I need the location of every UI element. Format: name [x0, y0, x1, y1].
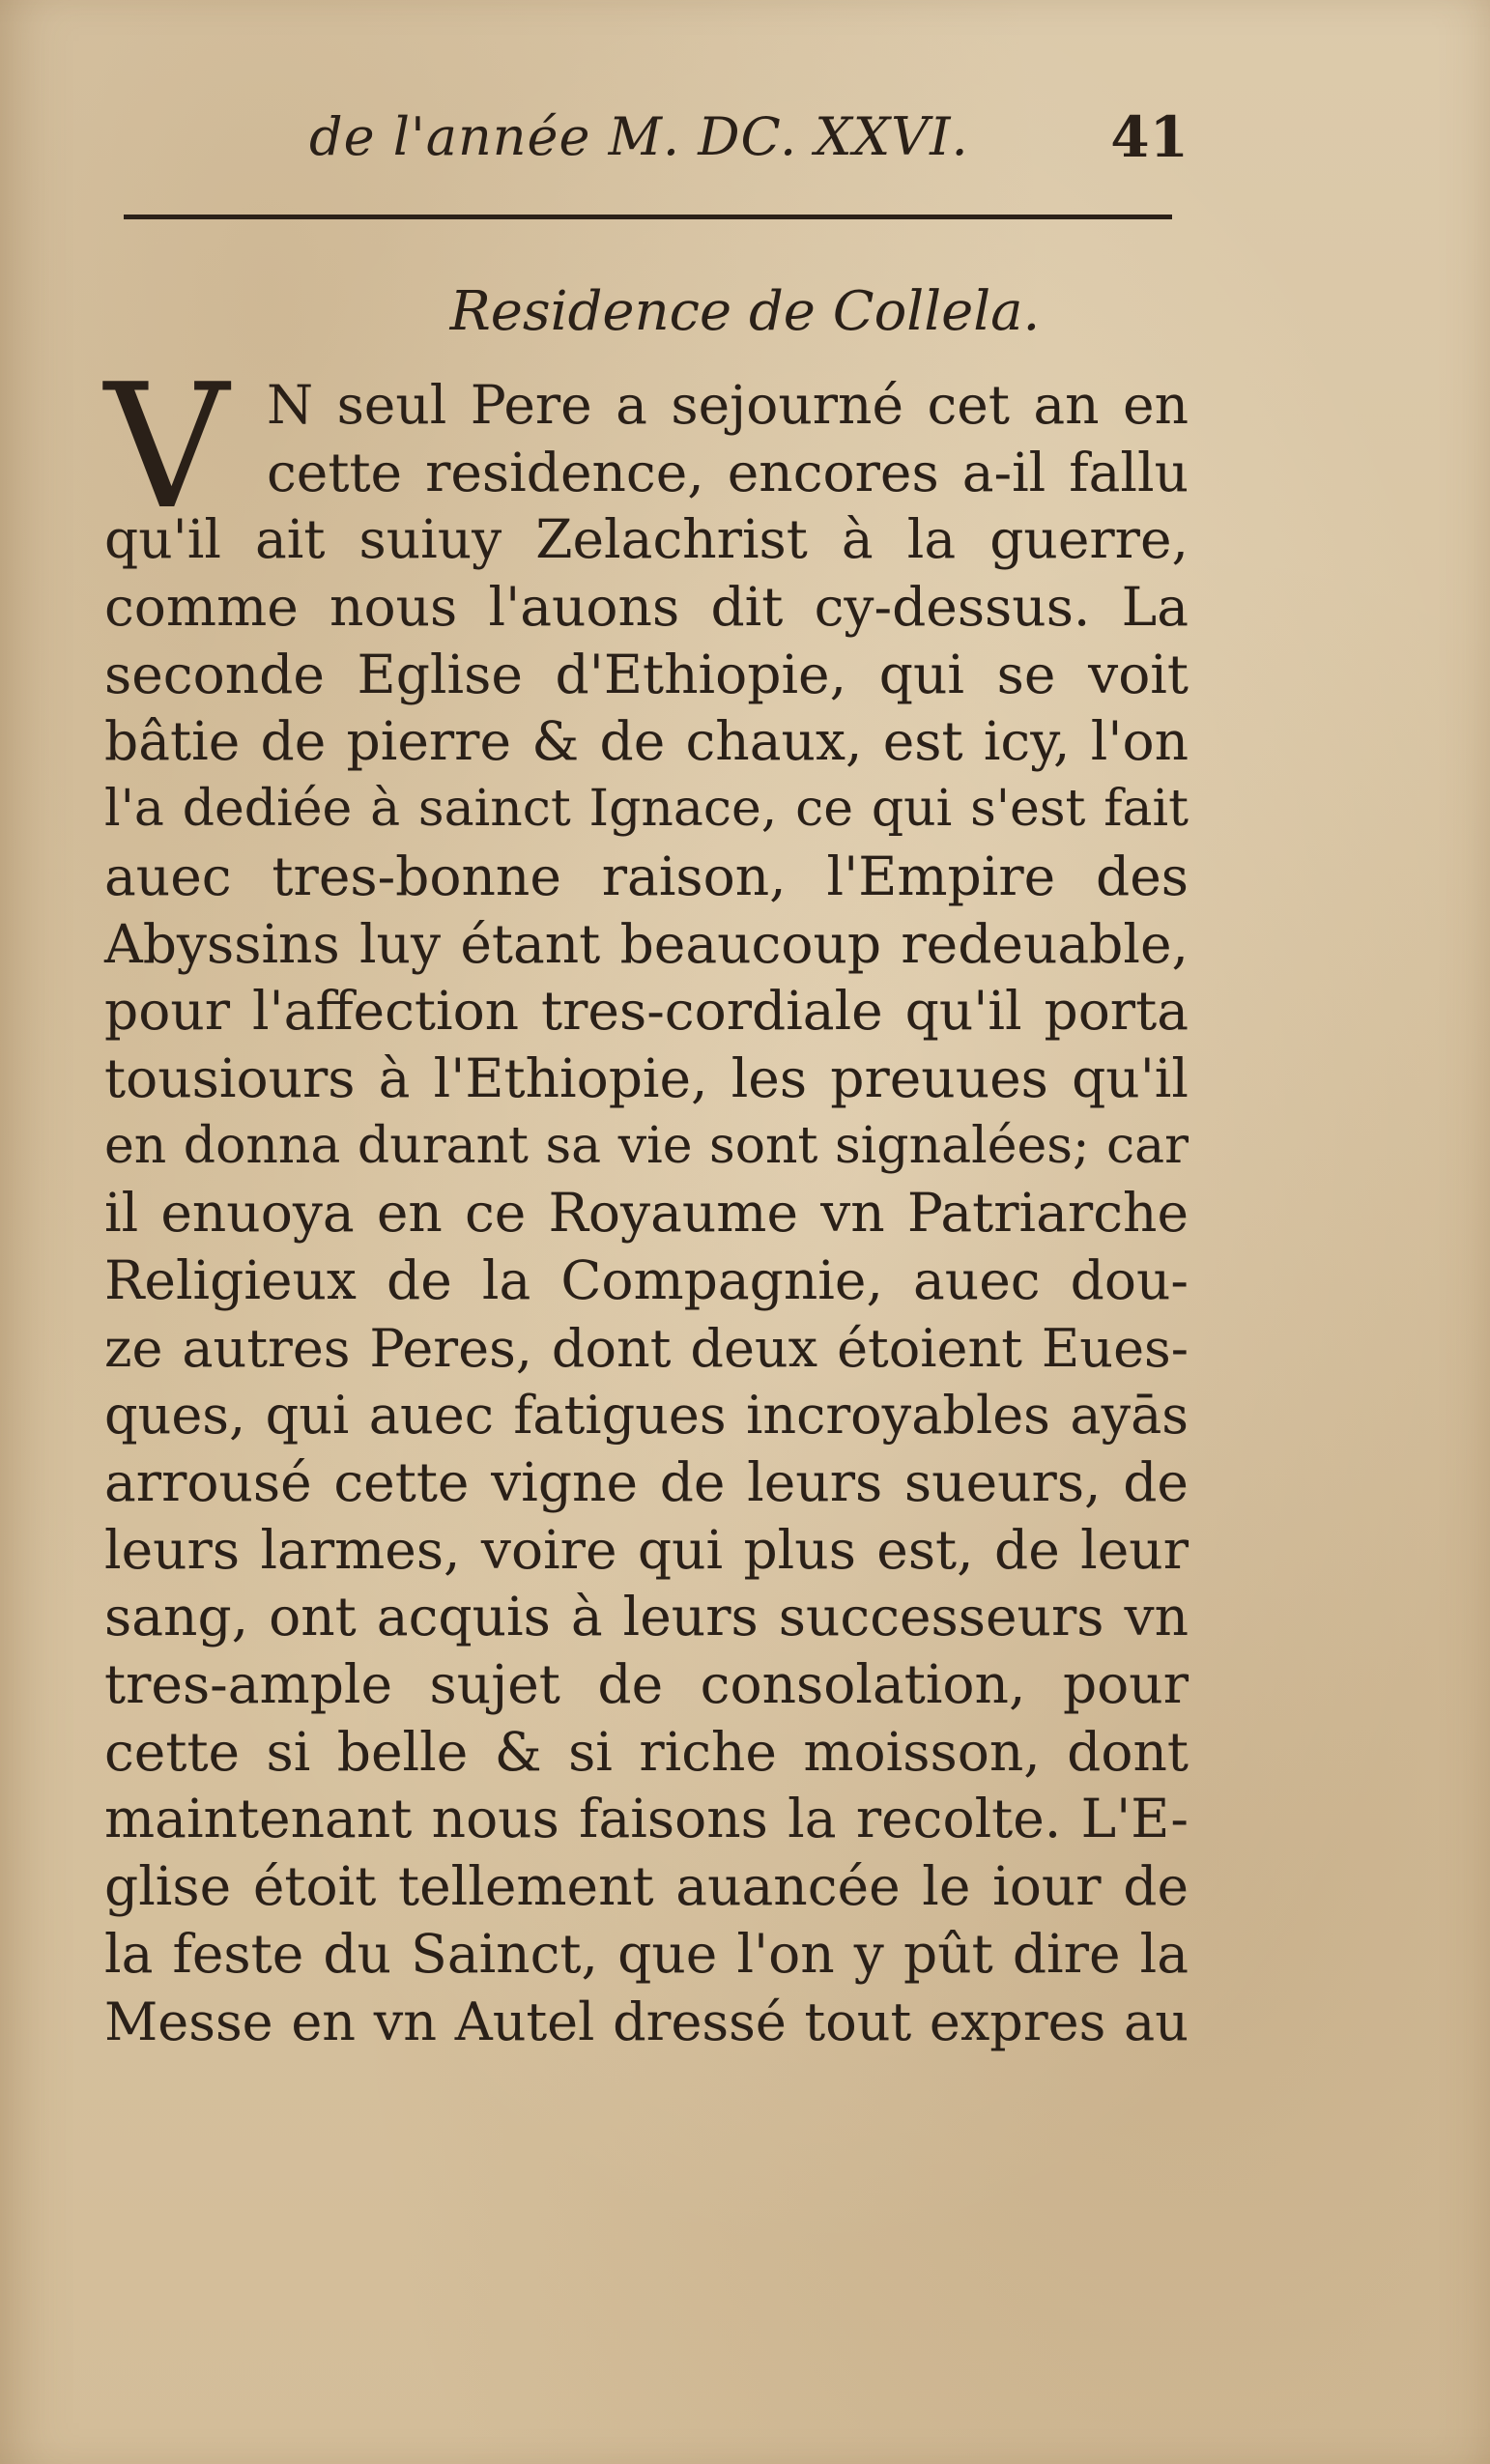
text-line: leurs larmes, voire qui plus est, de leur: [104, 1518, 1189, 1581]
header-rule: [124, 215, 1172, 219]
text-line: ze autres Peres, dont deux étoient Eues-: [104, 1317, 1189, 1379]
text-line: en donna durant sa vie sont signalées; car: [104, 1116, 1189, 1175]
text-line: cette si belle & si riche moisson, dont: [104, 1720, 1189, 1783]
text-line: pour l'affection tres-cordiale qu'il porta: [104, 980, 1189, 1043]
text-line: tousiours à l'Ethiopie, les preuues qu'il: [104, 1046, 1189, 1109]
section-title: Residence de Collela.: [449, 280, 1041, 343]
text-line: sang, ont acquis à leurs successeurs vn: [104, 1586, 1189, 1648]
running-title: de l'année M. DC. XXVI.: [309, 106, 969, 167]
text-line: N seul Pere a sejourné cet an en: [267, 374, 1189, 436]
text-line: il enuoya en ce Royaume vn Patriarche: [104, 1182, 1189, 1245]
text-line: seconde Eglise d'Ethiopie, qui se voit: [104, 643, 1189, 705]
page-number: 41: [1110, 104, 1189, 170]
text-line: ques, qui auec fatigues incroyables ayās: [104, 1385, 1189, 1447]
text-line: comme nous l'auons dit cy-dessus. La: [104, 576, 1189, 639]
drop-capital: V: [104, 347, 229, 547]
text-line: glise étoit tellement auancée le iour de: [104, 1855, 1189, 1918]
text-line: qu'il ait suiuy Zelachrist à la guerre,: [104, 508, 1189, 571]
text-line: bâtie de pierre & de chaux, est icy, l'on: [104, 710, 1189, 773]
text-line: Abyssins luy étant beaucoup redeuable,: [104, 912, 1189, 975]
text-line: la feste du Sainct, que l'on y pût dire la: [104, 1922, 1189, 1985]
text-line: arrousé cette vigne de leurs sueurs, de: [104, 1451, 1189, 1513]
text-line: maintenant nous faisons la recolte. L'E-: [104, 1788, 1189, 1850]
text-line: cette residence, encores a-il fallu: [267, 441, 1189, 503]
text-line: l'a dediée à sainct Ignace, ce qui s'est fait: [104, 780, 1189, 839]
text-line: auec tres-bonne raison, l'Empire des: [104, 845, 1189, 907]
text-line: Religieux de la Compagnie, auec dou-: [104, 1248, 1189, 1311]
body-text: [104, 347, 1189, 2055]
text-line: Messe en vn Autel dressé tout expres au: [104, 1991, 1189, 2052]
text-line: tres-ample sujet de consolation, pour: [104, 1653, 1189, 1716]
page-header: [116, 97, 1208, 174]
